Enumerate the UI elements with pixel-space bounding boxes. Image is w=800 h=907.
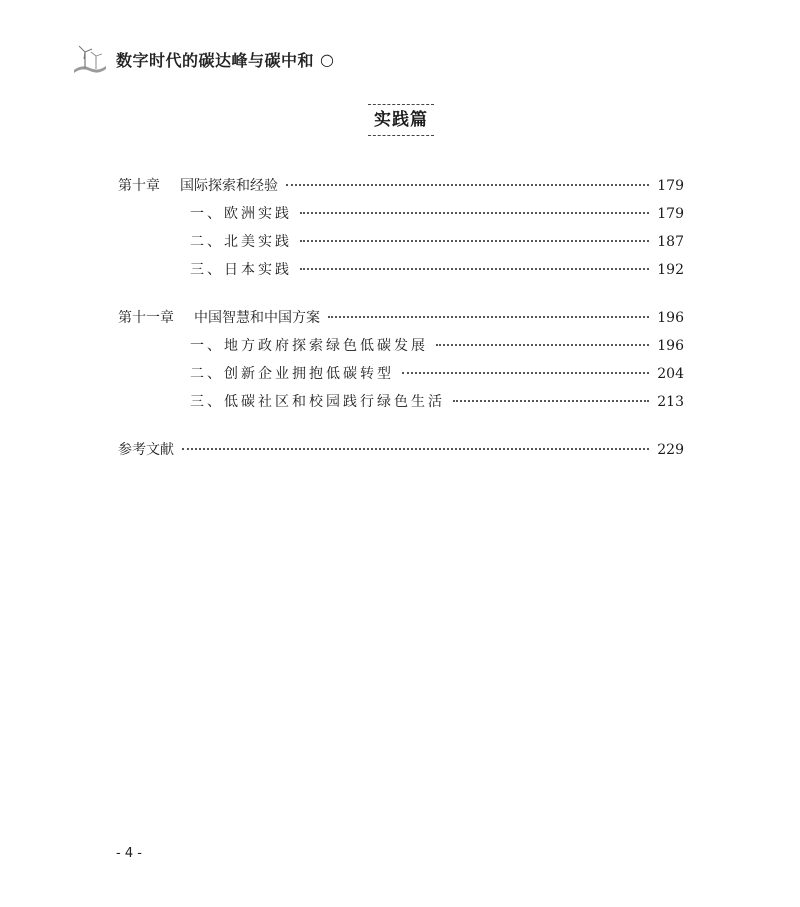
references-page: 229 (657, 442, 684, 458)
table-of-contents (118, 172, 684, 464)
section-title: 一、地方政府探索绿色低碳发展 (190, 338, 428, 354)
dot-leader (453, 400, 649, 402)
section-page: 213 (657, 394, 684, 410)
dot-leader (436, 344, 649, 346)
running-header (72, 42, 334, 76)
chapter-number: 第十一章 (118, 310, 174, 326)
section-title: 一、欧洲实践 (190, 206, 292, 222)
dot-leader (300, 240, 649, 242)
dot-leader (402, 372, 649, 374)
toc-section-item[interactable] (118, 228, 684, 256)
toc-chapter-11[interactable] (118, 304, 684, 332)
toc-references[interactable] (118, 436, 684, 464)
references-title: 参考文献 (118, 442, 174, 458)
dot-leader (286, 184, 649, 186)
wind-turbine-logo-icon (72, 42, 108, 76)
chapter-page: 196 (657, 310, 684, 326)
title-circle-mark: ○ (320, 49, 334, 69)
section-page: 179 (657, 206, 684, 222)
dot-leader (182, 448, 649, 450)
section-title: 三、日本实践 (190, 262, 292, 278)
page-number: - 4 - (116, 846, 142, 861)
heading-bottom-rule (368, 135, 434, 136)
toc-section-item[interactable] (118, 200, 684, 228)
section-heading (368, 104, 434, 136)
chapter-title: 中国智慧和中国方案 (194, 310, 320, 326)
section-title: 二、创新企业拥抱低碳转型 (190, 366, 394, 382)
toc-chapter-10[interactable] (118, 172, 684, 200)
chapter-title: 国际探索和经验 (180, 178, 278, 194)
section-title: 三、低碳社区和校园践行绿色生活 (190, 394, 445, 410)
toc-section-item[interactable] (118, 256, 684, 284)
dot-leader (300, 268, 649, 270)
spacer (118, 416, 684, 436)
toc-section-item[interactable] (118, 388, 684, 416)
section-heading-text: 实践篇 (374, 110, 428, 130)
spacer (118, 284, 684, 304)
dot-leader (328, 316, 649, 318)
dot-leader (300, 212, 649, 214)
section-page: 187 (657, 234, 684, 250)
section-page: 204 (657, 366, 684, 382)
section-title: 二、北美实践 (190, 234, 292, 250)
chapter-page: 179 (657, 178, 684, 194)
chapter-number: 第十章 (118, 178, 160, 194)
section-page: 196 (657, 338, 684, 354)
book-title: 数字时代的碳达峰与碳中和 (116, 50, 315, 70)
toc-section-item[interactable] (118, 360, 684, 388)
section-page: 192 (657, 262, 684, 278)
toc-section-item[interactable] (118, 332, 684, 360)
